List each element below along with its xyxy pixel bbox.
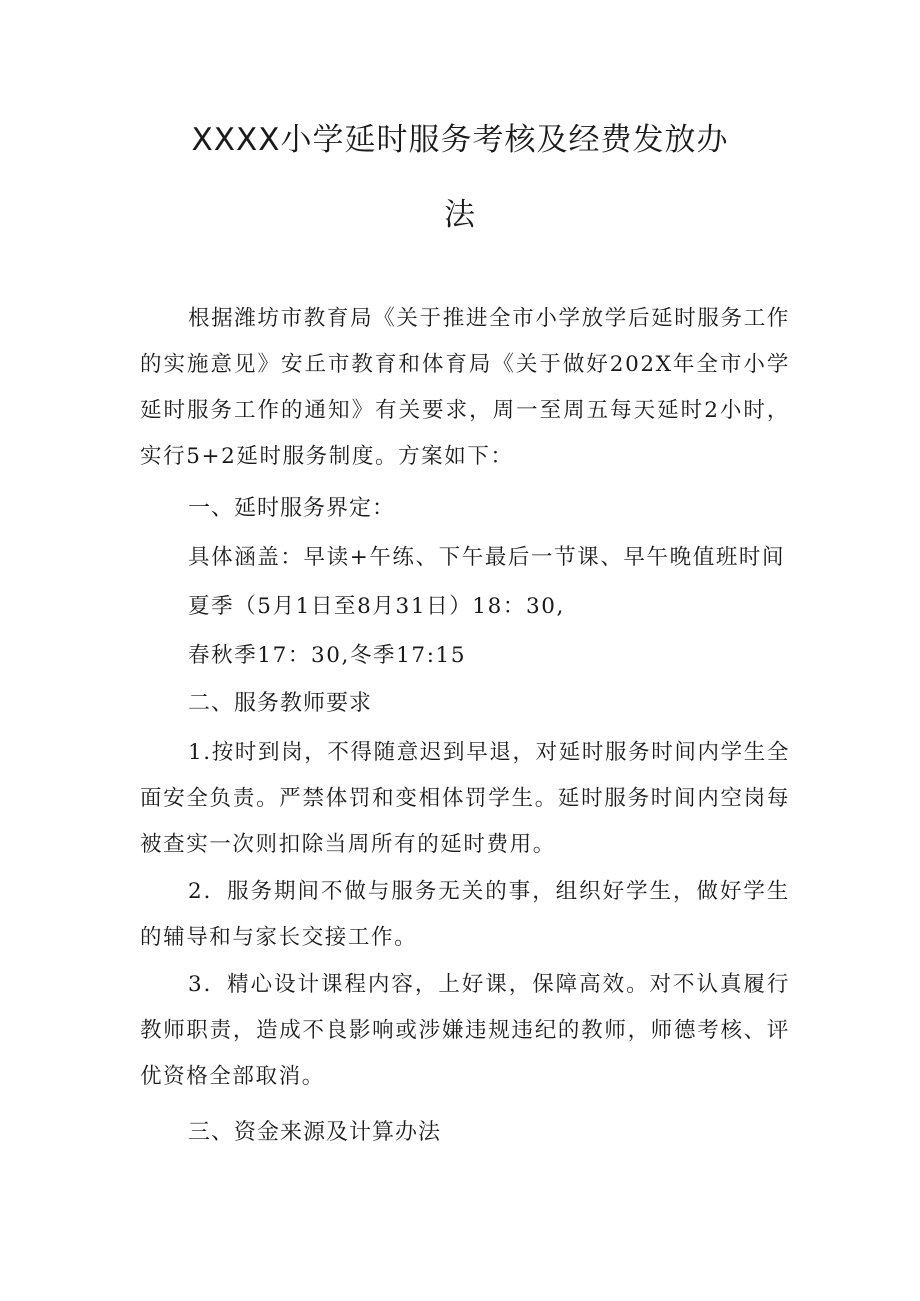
section2-heading: 二、服务教师要求 <box>188 691 373 716</box>
spring-autumn-winter-time-line: 春秋季17：30,冬季17:15 <box>188 643 467 668</box>
section3-heading: 三、资金来源及计算办法 <box>188 1120 442 1145</box>
coverage-line: 具体涵盖：早读+午练、下午最后一节课、早午晚值班时间 <box>188 545 786 570</box>
summer-time-line: 夏季（5月1日至8月31日）18：30, <box>188 594 565 619</box>
intro-paragraph: 根据潍坊市教育局《关于推进全市小学放学后延时服务工作的实施意见》安丘市教育和体育局《关于做好202X年全市小学延时服务工作的通知》有关要求，周一至周五每天延时2小时，实行5+2延时服务制度。方案如下： <box>140 306 790 469</box>
document-title-line1: XXXX小学延时服务考核及经费发放办 <box>191 122 729 158</box>
requirement-item-3: 3．精心设计课程内容，上好课，保障高效。对不认真履行教师职责，造成不良影响或涉嫌违规违纪的教师，师德考核、评优资格全部取消。 <box>140 972 790 1089</box>
document-title-line2: 法 <box>444 197 476 233</box>
section1-heading: 一、延时服务界定： <box>188 496 396 521</box>
requirement-item-1: 1.按时到岗，不得随意迟到早退，对延时服务时间内学生全面安全负责。严禁体罚和变相体罚学生。延时服务时间内空岗每被查实一次则扣除当周所有的延时费用。 <box>140 740 790 857</box>
requirement-item-2: 2．服务期间不做与服务无关的事，组织好学生，做好学生的辅导和与家长交接工作。 <box>140 879 790 950</box>
